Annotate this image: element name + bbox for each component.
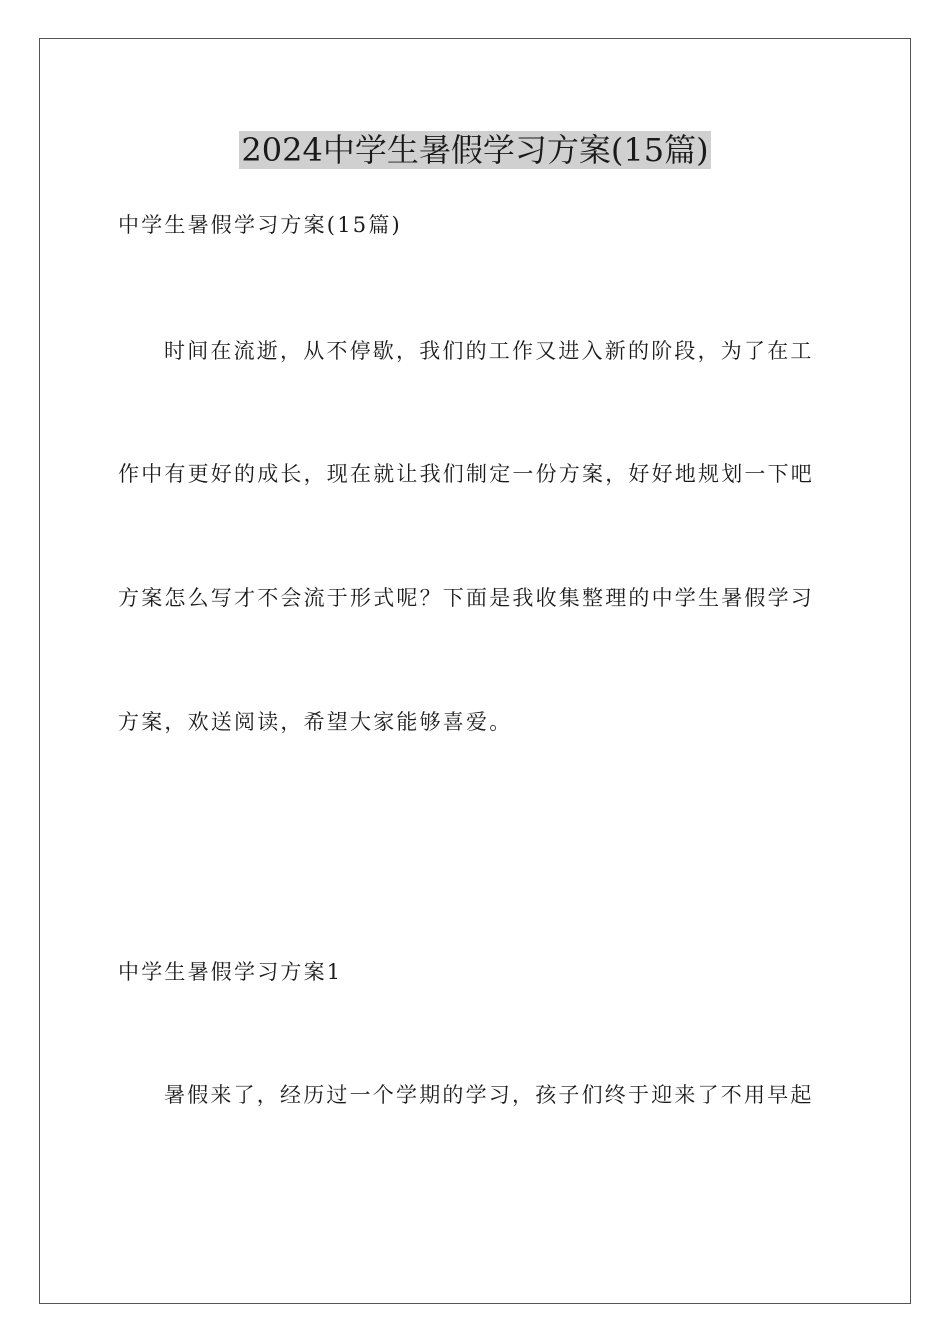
document-title [0, 128, 950, 172]
intro-paragraph-line: 方案，欢送阅读，希望大家能够喜爱。 [118, 710, 513, 734]
intro-paragraph-line: 方案怎么写才不会流于形式呢？下面是我收集整理的中学生暑假学习 [118, 586, 814, 610]
intro-paragraph-line: 作中有更好的成长，现在就让我们制定一份方案，好好地规划一下吧 [118, 462, 814, 486]
section-paragraph-line: 暑假来了，经历过一个学期的学习，孩子们终于迎来了不用早起 [164, 1083, 814, 1107]
document-title-text: 2024中学生暑假学习方案(15篇) [241, 131, 709, 169]
section-heading: 中学生暑假学习方案1 [118, 960, 343, 984]
document-subtitle: 中学生暑假学习方案(15篇) [118, 213, 402, 237]
intro-paragraph-line: 时间在流逝，从不停歇，我们的工作又进入新的阶段，为了在工 [164, 339, 814, 363]
